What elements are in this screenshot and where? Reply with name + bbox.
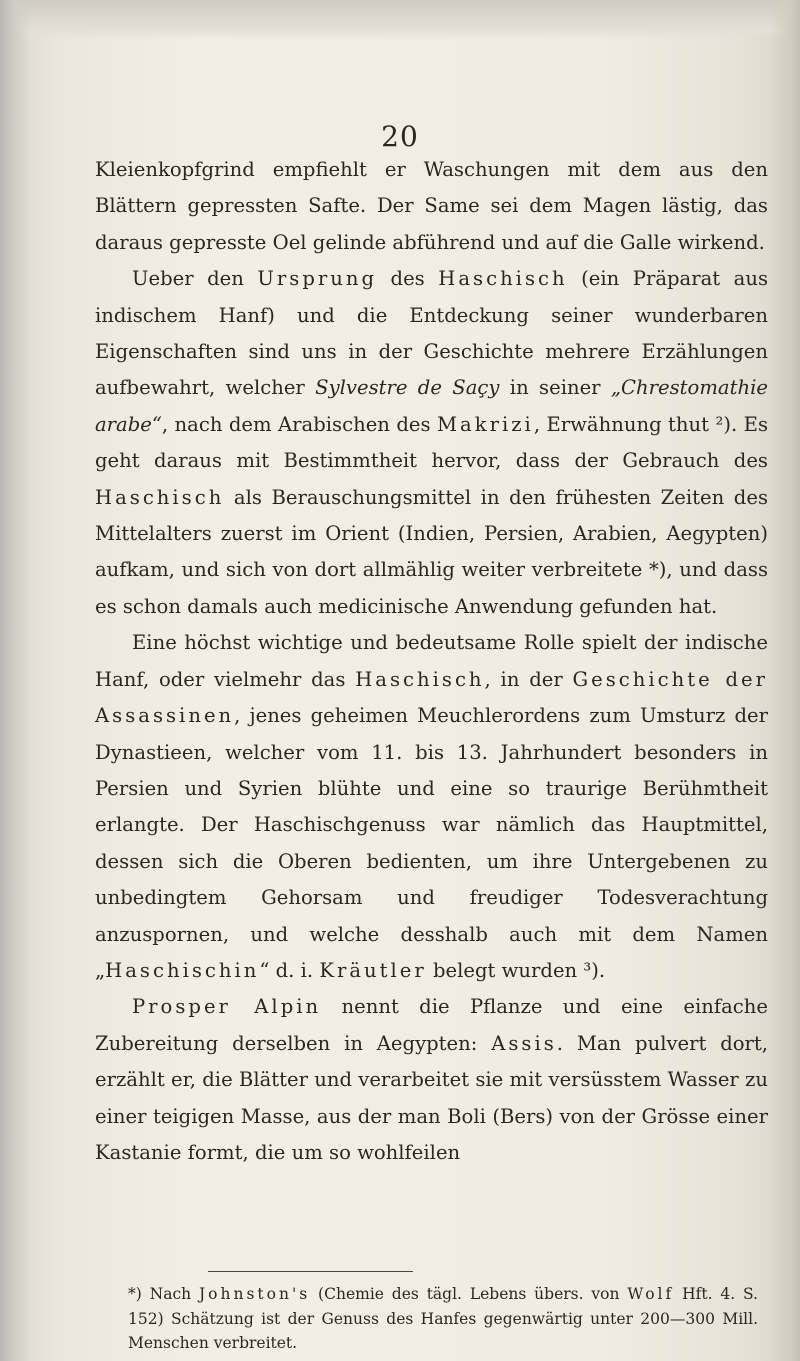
paragraph-1: Kleienkopfgrind empfiehlt er Waschungen mit dem aus den Blättern gepressten Safte. Der Same sei dem Magen lästig, das daraus gepresste Oel gelinde abführend und auf die Galle wirkend.	[95, 158, 768, 254]
emphasis-haschisch: Haschisch	[438, 267, 568, 291]
author-johnston: Johnston's	[198, 1285, 311, 1303]
emphasis-geschichte-assassinen: Geschichte der Assassinen	[95, 667, 768, 728]
text-run: des	[377, 267, 439, 291]
text-run: , Erwähnung thut ²). Es geht daraus mit Bestimmtheit hervor, dass der Gebrauch des	[95, 412, 768, 473]
footnote-text	[128, 1282, 758, 1356]
footnote	[128, 1282, 758, 1356]
text-run: Hft. 4. S. 152) Schätzung ist der Genuss des Hanfes gegenwärtig unter 200—300 Mill. Menschen verbreitet.	[128, 1285, 758, 1352]
author-makrizi: Makrizi	[436, 412, 534, 436]
text-run: , in der	[484, 667, 573, 691]
text-run: , nach dem Arabischen des	[161, 412, 437, 436]
text-run: , jenes geheimen Meuchlerordens zum Umsturz der Dynastieen, welcher vom 11. bis 13. Jahrhundert besonders in Persien und Syrien blühte und eine so traurige Berühmtheit erlangte. Der Haschischgenuss war nämlich das Hauptmittel, dessen sich die Oberen bedienten, um ihre Untergebenen zu unbedingtem Gehorsam und freudiger Todesverachtung anzuspornen, und welche desshalb auch mit dem Namen „	[95, 704, 768, 982]
page-top-edge	[0, 0, 800, 40]
text-run: (ein Präparat aus indischem Hanf) und die Entdeckung seiner wunderbaren Eigenschaften sind uns in der Geschichte mehrere Erzählungen aufbewahrt, welcher	[95, 267, 769, 400]
emphasis-ursprung: Ursprung	[257, 267, 378, 291]
text-run: belegt wurden ³).	[426, 958, 606, 982]
text-run: in seiner	[499, 376, 611, 400]
binding-shadow	[0, 0, 30, 1361]
text-run: als Berauschungsmittel in den frühesten Zeiten des Mittelalters zuerst im Orient (Indien, Persien, Arabien, Aegypten) aufkam, und sich von dort allmählig weiter verbreitete *), und dass es schon damals auch medicinische Anwendung gefunden hat.	[95, 485, 768, 618]
emphasis-haschisch: Haschisch	[355, 667, 485, 691]
author-sylvestre-de-sacy: Sylvestre de Saçy	[315, 376, 500, 400]
text-run: nennt die Pflanze und eine einfache Zubereitung derselben in Aegypten:	[95, 995, 768, 1055]
paragraph-3	[95, 625, 768, 989]
text-run: *) Nach	[128, 1285, 199, 1303]
body-text	[95, 152, 768, 1171]
emphasis-haschischin: Haschischin	[105, 958, 260, 982]
text-run: (Chemie des tägl. Lebens übers. von	[310, 1285, 628, 1303]
page-number: 20	[381, 120, 419, 153]
paragraph-4	[95, 989, 768, 1171]
book-title-chrestomathie: „Chrestomathie arabe“	[95, 376, 768, 436]
text-run: Eine höchst wichtige und bedeutsame Rolle spielt der indische Hanf, oder vielmehr das	[95, 631, 768, 691]
author-prosper-alpin: Prosper Alpin	[132, 995, 322, 1019]
page-right-edge	[770, 0, 800, 1361]
text-run: Ueber den	[132, 267, 258, 291]
emphasis-assis: Assis	[491, 1031, 557, 1055]
footnote-divider	[208, 1271, 413, 1272]
text-run: . Man pulvert dort, erzählt er, die Blätter und verarbeitet sie mit versüsstem Wasser zu einer teigigen Masse, aus der man Boli (Bers) von der Grösse einer Kastanie formt, die um so wohlfeilen	[95, 1031, 768, 1164]
paragraph-2	[95, 261, 768, 625]
emphasis-kraeutler: Kräutler	[319, 958, 427, 982]
author-wolf: Wolf	[627, 1285, 675, 1303]
emphasis-haschisch: Haschisch	[95, 485, 225, 509]
text-run: “ d. i.	[259, 958, 320, 982]
